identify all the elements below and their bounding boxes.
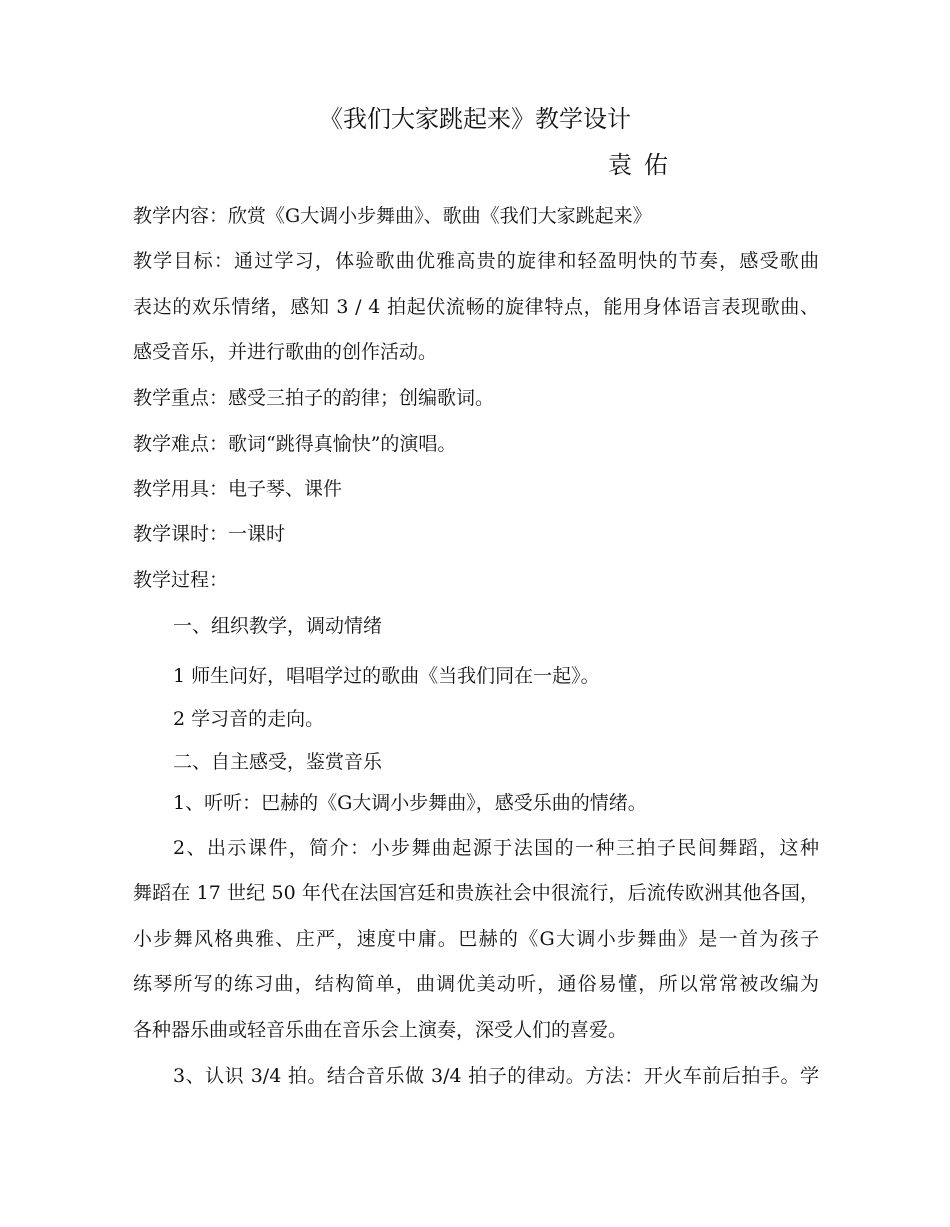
- author-name: 袁佑: [608, 151, 680, 179]
- step-2-2-line-4: 练琴所写的练习曲，结构简单，曲调优美动听，通俗易懂，所以常常被改编为: [133, 973, 819, 995]
- section-heading-1: 一、组织教学，调动情绪: [173, 615, 383, 637]
- teaching-objective-line-1: 教学目标：通过学习，体验歌曲优雅高贵的旋律和轻盈明快的节奏，感受歌曲: [133, 250, 819, 272]
- teaching-focus: 教学重点：感受三拍子的韵律；创编歌词。: [133, 387, 495, 409]
- step-2-3: 3、认识 3/4 拍。结合音乐做 3/4 拍子的律动。方法：开火车前后拍手。学: [173, 1065, 819, 1087]
- teaching-content: 教学内容：欣赏《G大调小步舞曲》、歌曲《我们大家跳起来》: [133, 205, 652, 227]
- document-title: 《我们大家跳起来》教学设计: [319, 105, 631, 133]
- step-2-2-line-1: 2、出示课件，简介：小步舞曲起源于法国的一种三拍子民间舞蹈，这种: [173, 837, 819, 859]
- teaching-difficulty: 教学难点：歌词“跳得真愉快”的演唱。: [133, 433, 457, 455]
- step-2-2-line-3: 小步舞风格典雅、庄严，速度中庸。巴赫的《G大调小步舞曲》是一首为孩子: [133, 928, 819, 950]
- teaching-process-heading: 教学过程：: [133, 569, 229, 591]
- step-2-2-line-2: 舞蹈在 17 世纪 50 年代在法国宫廷和贵族社会中很流行，后流传欧洲其他各国，: [133, 882, 819, 904]
- step-1-2: 2 学习音的走向。: [173, 708, 325, 730]
- section-heading-2: 二、自主感受，鉴赏音乐: [173, 751, 383, 773]
- step-2-1: 1、听听：巴赫的《G大调小步舞曲》，感受乐曲的情绪。: [173, 792, 647, 814]
- teaching-objective-line-3: 感受音乐，并进行歌曲的创作活动。: [133, 341, 438, 363]
- step-1-1: 1 师生问好，唱唱学过的歌曲《当我们同在一起》。: [173, 665, 600, 687]
- teaching-hours: 教学课时：一课时: [133, 523, 286, 545]
- step-2-2-line-5: 各种器乐曲或轻音乐曲在音乐会上演奏，深受人们的喜爱。: [133, 1019, 628, 1041]
- teaching-tools: 教学用具：电子琴、课件: [133, 478, 343, 500]
- teaching-objective-line-2: 表达的欢乐情绪，感知 3 / 4 拍起伏流畅的旋律特点，能用身体语言表现歌曲、: [133, 296, 819, 318]
